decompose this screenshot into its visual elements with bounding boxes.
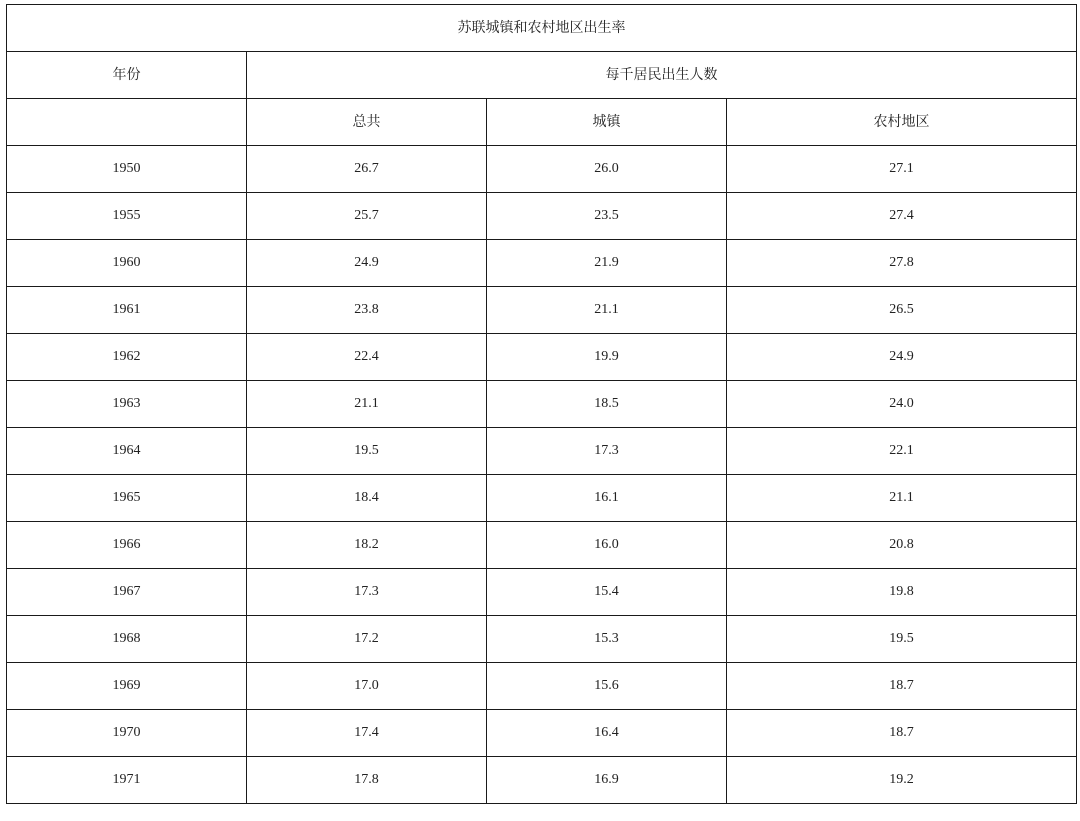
rural-cell: 18.7	[727, 710, 1077, 757]
table-row	[7, 475, 1077, 522]
urban-cell: 16.1	[487, 475, 727, 522]
subheader-row	[7, 99, 1077, 146]
rural-cell: 19.2	[727, 757, 1077, 804]
total-cell: 21.1	[247, 381, 487, 428]
rural-cell: 24.9	[727, 334, 1077, 381]
group-header: 每千居民出生人数	[247, 52, 1077, 99]
total-cell: 23.8	[247, 287, 487, 334]
total-cell: 17.8	[247, 757, 487, 804]
header-row	[7, 52, 1077, 99]
total-cell: 17.4	[247, 710, 487, 757]
rural-cell: 21.1	[727, 475, 1077, 522]
total-cell: 25.7	[247, 193, 487, 240]
rural-cell: 24.0	[727, 381, 1077, 428]
empty-header-cell	[7, 99, 247, 146]
urban-cell: 15.4	[487, 569, 727, 616]
urban-cell: 23.5	[487, 193, 727, 240]
urban-cell: 16.9	[487, 757, 727, 804]
urban-cell: 26.0	[487, 146, 727, 193]
table-row	[7, 193, 1077, 240]
total-cell: 18.4	[247, 475, 487, 522]
table-row	[7, 146, 1077, 193]
rural-cell: 27.4	[727, 193, 1077, 240]
rural-cell: 26.5	[727, 287, 1077, 334]
year-cell: 1967	[7, 569, 247, 616]
year-header: 年份	[7, 52, 247, 99]
table-row	[7, 240, 1077, 287]
total-cell: 17.0	[247, 663, 487, 710]
birth-rate-table	[6, 4, 1077, 804]
total-cell: 17.2	[247, 616, 487, 663]
total-cell: 24.9	[247, 240, 487, 287]
urban-cell: 21.9	[487, 240, 727, 287]
urban-cell: 15.3	[487, 616, 727, 663]
urban-cell: 19.9	[487, 334, 727, 381]
year-cell: 1968	[7, 616, 247, 663]
rural-cell: 19.5	[727, 616, 1077, 663]
total-cell: 19.5	[247, 428, 487, 475]
title-row	[7, 5, 1077, 52]
year-cell: 1966	[7, 522, 247, 569]
table-row	[7, 428, 1077, 475]
total-cell: 26.7	[247, 146, 487, 193]
table-row	[7, 710, 1077, 757]
rural-cell: 27.8	[727, 240, 1077, 287]
year-cell: 1962	[7, 334, 247, 381]
rural-cell: 18.7	[727, 663, 1077, 710]
urban-cell: 18.5	[487, 381, 727, 428]
urban-cell: 16.4	[487, 710, 727, 757]
table-row	[7, 569, 1077, 616]
column-header-rural: 农村地区	[727, 99, 1077, 146]
table-row	[7, 757, 1077, 804]
table-title: 苏联城镇和农村地区出生率	[7, 5, 1077, 52]
total-cell: 17.3	[247, 569, 487, 616]
table-row	[7, 616, 1077, 663]
column-header-total: 总共	[247, 99, 487, 146]
year-cell: 1971	[7, 757, 247, 804]
table-row	[7, 381, 1077, 428]
total-cell: 18.2	[247, 522, 487, 569]
rural-cell: 20.8	[727, 522, 1077, 569]
rural-cell: 19.8	[727, 569, 1077, 616]
table-row	[7, 663, 1077, 710]
urban-cell: 21.1	[487, 287, 727, 334]
table-row	[7, 522, 1077, 569]
year-cell: 1969	[7, 663, 247, 710]
total-cell: 22.4	[247, 334, 487, 381]
year-cell: 1950	[7, 146, 247, 193]
table-container	[6, 4, 1077, 804]
year-cell: 1965	[7, 475, 247, 522]
year-cell: 1963	[7, 381, 247, 428]
year-cell: 1961	[7, 287, 247, 334]
urban-cell: 16.0	[487, 522, 727, 569]
rural-cell: 22.1	[727, 428, 1077, 475]
year-cell: 1960	[7, 240, 247, 287]
year-cell: 1964	[7, 428, 247, 475]
rural-cell: 27.1	[727, 146, 1077, 193]
year-cell: 1970	[7, 710, 247, 757]
urban-cell: 17.3	[487, 428, 727, 475]
table-row	[7, 287, 1077, 334]
column-header-urban: 城镇	[487, 99, 727, 146]
urban-cell: 15.6	[487, 663, 727, 710]
table-row	[7, 334, 1077, 381]
year-cell: 1955	[7, 193, 247, 240]
